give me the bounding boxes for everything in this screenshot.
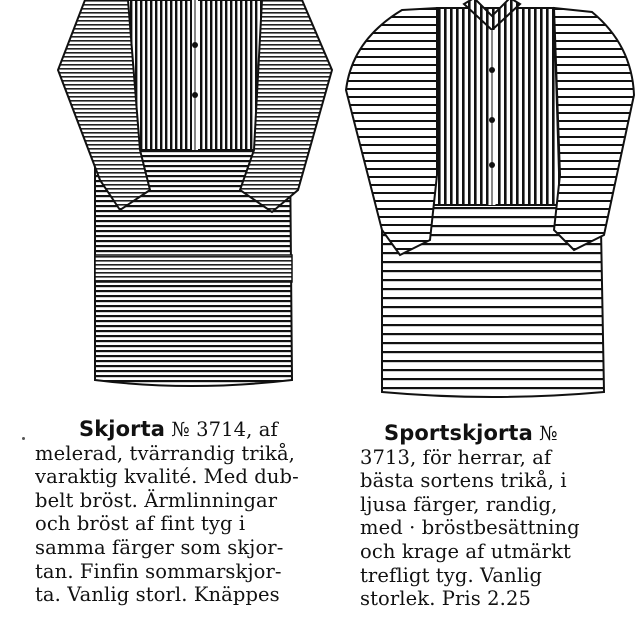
desc-line: samma färger som skjor- [35,535,284,559]
desc-line: tan. Finfin sommarskjor- [35,559,282,583]
item-name: Sportskjorta [384,422,533,445]
item-number: № [539,422,558,445]
sportskjorta-3713-illustration [342,0,640,402]
item-name: Skjorta [79,418,165,441]
shirt-3714-illustration [40,0,340,395]
desc-line: och bröst af fint tyg i [35,512,246,536]
desc-line: varaktig kvalité. Med dub- [35,465,299,489]
desc-line: af [258,418,278,441]
skjorta-heading-line [35,418,341,442]
desc-line: storlek. Pris 2.25 [360,587,531,611]
print-speck [22,437,25,440]
desc-line: bästa sortens trikå, i [360,469,567,493]
desc-line: belt bröst. Ärmlinningar [35,488,278,512]
desc-line: med · bröstbesättning [360,516,580,540]
desc-line: och krage af utmärkt [360,539,571,563]
desc-line: 3713, för herrar, af [360,445,552,469]
desc-line: melerad, tvärrandig trikå, [35,441,295,465]
item-number: № 3714, [171,418,253,441]
skjorta-3714-description [35,418,341,607]
desc-line: ljusa färger, randig, [360,492,558,516]
desc-line: trefligt tyg. Vanlig [360,563,543,587]
desc-line: ta. Vanlig storl. Knäppes [35,583,280,607]
sportskjorta-3713-description [360,422,628,611]
sportskjorta-heading-line [360,422,628,446]
